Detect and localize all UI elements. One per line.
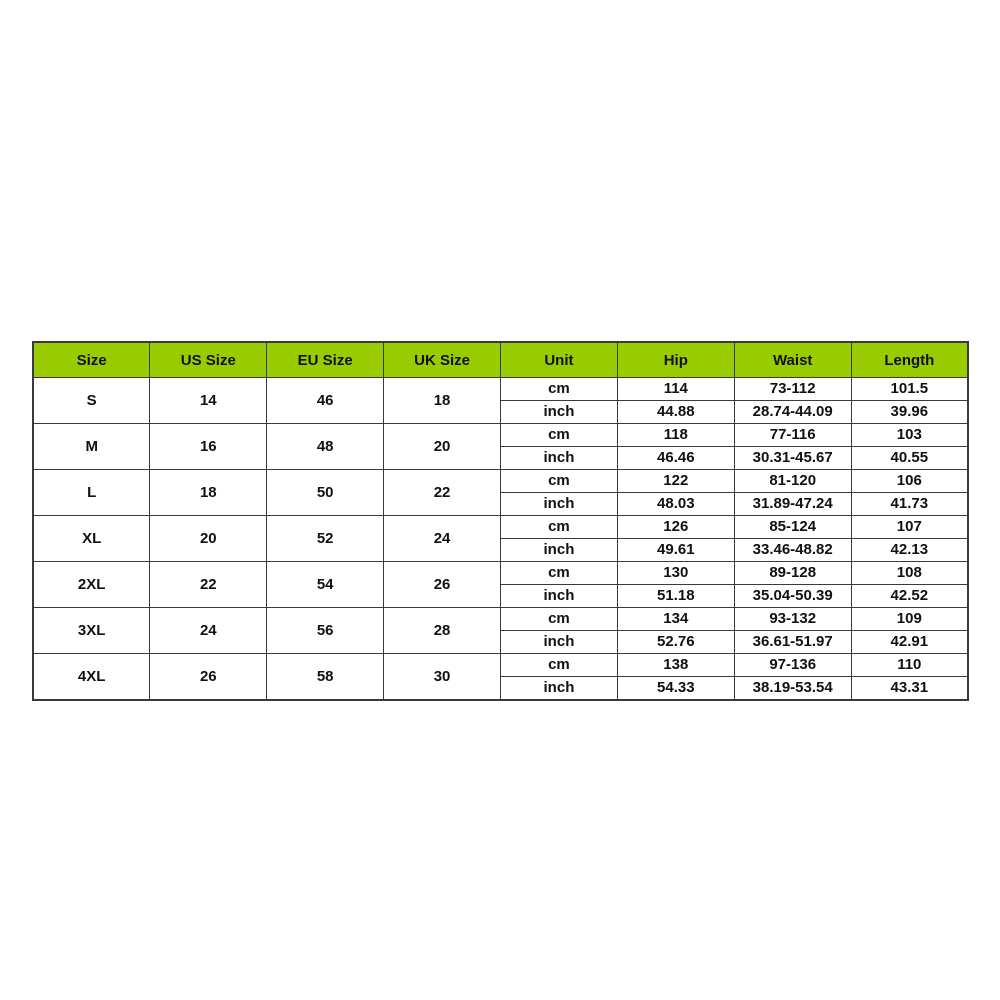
us-size-cell: 18	[150, 470, 267, 516]
waist-cell: 30.31-45.67	[734, 447, 851, 470]
waist-cell: 36.61-51.97	[734, 631, 851, 654]
us-size-cell: 14	[150, 378, 267, 424]
waist-cell: 28.74-44.09	[734, 401, 851, 424]
unit-cell: cm	[501, 470, 618, 493]
table-row-cm	[33, 378, 968, 401]
unit-cell: cm	[501, 424, 618, 447]
length-cell: 109	[851, 608, 968, 631]
waist-cell: 38.19-53.54	[734, 677, 851, 701]
unit-cell: inch	[501, 631, 618, 654]
hip-cell: 122	[617, 470, 734, 493]
unit-cell: cm	[501, 608, 618, 631]
us-size-cell: 22	[150, 562, 267, 608]
col-header-eu-size: EU Size	[267, 342, 384, 378]
size-cell: L	[33, 470, 150, 516]
size-cell: 4XL	[33, 654, 150, 701]
waist-cell: 93-132	[734, 608, 851, 631]
unit-cell: cm	[501, 516, 618, 539]
unit-cell: cm	[501, 378, 618, 401]
table-row-cm	[33, 516, 968, 539]
uk-size-cell: 30	[384, 654, 501, 701]
waist-cell: 97-136	[734, 654, 851, 677]
col-header-hip: Hip	[617, 342, 734, 378]
uk-size-cell: 18	[384, 378, 501, 424]
col-header-uk-size: UK Size	[384, 342, 501, 378]
eu-size-cell: 56	[267, 608, 384, 654]
hip-cell: 54.33	[617, 677, 734, 701]
uk-size-cell: 24	[384, 516, 501, 562]
length-cell: 107	[851, 516, 968, 539]
length-cell: 42.91	[851, 631, 968, 654]
size-cell: M	[33, 424, 150, 470]
hip-cell: 44.88	[617, 401, 734, 424]
eu-size-cell: 52	[267, 516, 384, 562]
unit-cell: cm	[501, 654, 618, 677]
table-row-cm	[33, 654, 968, 677]
eu-size-cell: 58	[267, 654, 384, 701]
unit-cell: inch	[501, 585, 618, 608]
eu-size-cell: 50	[267, 470, 384, 516]
us-size-cell: 26	[150, 654, 267, 701]
uk-size-cell: 26	[384, 562, 501, 608]
hip-cell: 130	[617, 562, 734, 585]
us-size-cell: 24	[150, 608, 267, 654]
hip-cell: 118	[617, 424, 734, 447]
hip-cell: 126	[617, 516, 734, 539]
waist-cell: 35.04-50.39	[734, 585, 851, 608]
waist-cell: 85-124	[734, 516, 851, 539]
uk-size-cell: 20	[384, 424, 501, 470]
waist-cell: 89-128	[734, 562, 851, 585]
length-cell: 39.96	[851, 401, 968, 424]
us-size-cell: 16	[150, 424, 267, 470]
col-header-unit: Unit	[501, 342, 618, 378]
table-row-cm	[33, 562, 968, 585]
table-row-cm	[33, 470, 968, 493]
table-row-cm	[33, 608, 968, 631]
col-header-length: Length	[851, 342, 968, 378]
hip-cell: 48.03	[617, 493, 734, 516]
size-cell: 3XL	[33, 608, 150, 654]
hip-cell: 52.76	[617, 631, 734, 654]
size-cell: 2XL	[33, 562, 150, 608]
waist-cell: 81-120	[734, 470, 851, 493]
us-size-cell: 20	[150, 516, 267, 562]
unit-cell: inch	[501, 447, 618, 470]
length-cell: 41.73	[851, 493, 968, 516]
col-header-size: Size	[33, 342, 150, 378]
size-chart-table	[32, 341, 969, 701]
size-cell: S	[33, 378, 150, 424]
unit-cell: inch	[501, 493, 618, 516]
waist-cell: 77-116	[734, 424, 851, 447]
col-header-waist: Waist	[734, 342, 851, 378]
length-cell: 106	[851, 470, 968, 493]
hip-cell: 114	[617, 378, 734, 401]
table-row-cm	[33, 424, 968, 447]
unit-cell: cm	[501, 562, 618, 585]
eu-size-cell: 54	[267, 562, 384, 608]
hip-cell: 46.46	[617, 447, 734, 470]
length-cell: 42.52	[851, 585, 968, 608]
col-header-us-size: US Size	[150, 342, 267, 378]
eu-size-cell: 48	[267, 424, 384, 470]
size-cell: XL	[33, 516, 150, 562]
unit-cell: inch	[501, 401, 618, 424]
header-row	[33, 342, 968, 378]
length-cell: 108	[851, 562, 968, 585]
uk-size-cell: 22	[384, 470, 501, 516]
hip-cell: 134	[617, 608, 734, 631]
waist-cell: 73-112	[734, 378, 851, 401]
eu-size-cell: 46	[267, 378, 384, 424]
hip-cell: 138	[617, 654, 734, 677]
length-cell: 42.13	[851, 539, 968, 562]
uk-size-cell: 28	[384, 608, 501, 654]
length-cell: 101.5	[851, 378, 968, 401]
length-cell: 40.55	[851, 447, 968, 470]
length-cell: 103	[851, 424, 968, 447]
length-cell: 110	[851, 654, 968, 677]
waist-cell: 31.89-47.24	[734, 493, 851, 516]
hip-cell: 49.61	[617, 539, 734, 562]
waist-cell: 33.46-48.82	[734, 539, 851, 562]
hip-cell: 51.18	[617, 585, 734, 608]
unit-cell: inch	[501, 677, 618, 701]
length-cell: 43.31	[851, 677, 968, 701]
unit-cell: inch	[501, 539, 618, 562]
